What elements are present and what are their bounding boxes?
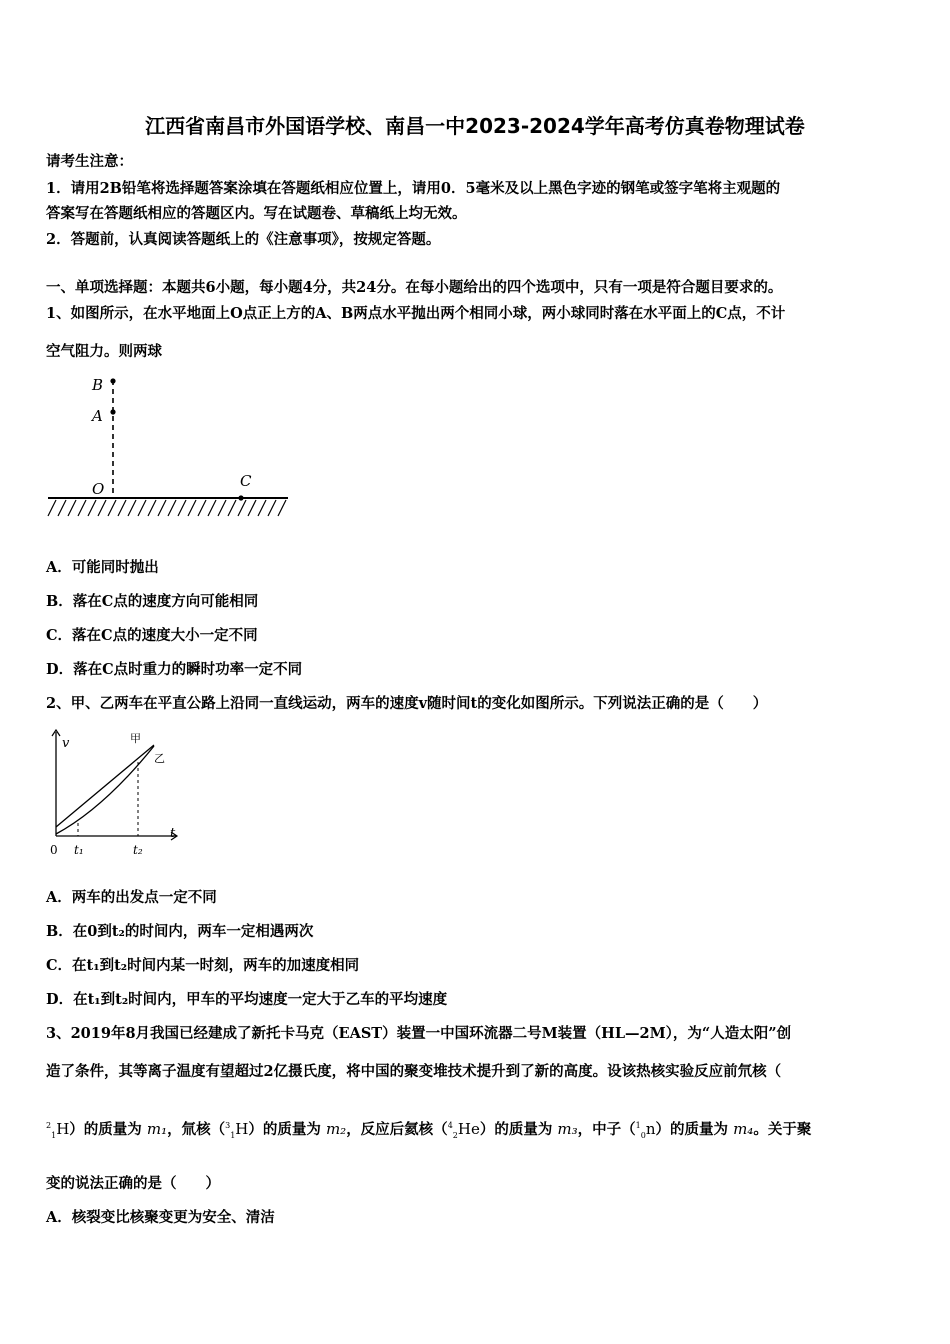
q1-option-a: A．可能同时抛出 (46, 559, 159, 576)
mass-m3: m₃ (557, 1120, 578, 1138)
q2-option-d: D．在t₁到t₂时间内，甲车的平均速度一定大于乙车的平均速度 (46, 991, 448, 1008)
q3-stem-line-1: 3、2019年8月我国已经建成了新托卡马克（EAST）装置一中国环流器二号M装置（HL—2M），为“人造太阳”创 (46, 1025, 792, 1042)
t1-label: t₁ (74, 843, 84, 857)
q2-stem: 2、甲、乙两车在平直公路上沿同一直线运动，两车的速度v随时间t的变化如图所示。下列说法正确的是（ ） (46, 695, 768, 712)
q3-stem-line-2: 造了条件，其等离子温度有望超过2亿摄氏度，将中国的聚变堆技术提升到了新的高度。设该热核实验反应前氘核（ (46, 1063, 782, 1080)
jia-label: 甲 (130, 732, 141, 745)
section-heading: 一、单项选择题：本题共6小题，每小题4分，共24分。在每小题给出的四个选项中，只有一项是符合题目要求的。 (46, 279, 783, 296)
origin-label: 0 (50, 843, 58, 857)
q1-figure (44, 370, 294, 520)
q2-option-b: B．在0到t₂的时间内，两车一定相遇两次 (46, 923, 314, 940)
t-axis-label: t (170, 826, 176, 841)
t2-label: t₂ (133, 843, 143, 857)
yi-line (56, 745, 154, 827)
tritium-symbol: $^3_1$H (225, 1120, 249, 1140)
label-o: O (92, 480, 105, 498)
yi-label: 乙 (154, 752, 165, 765)
q3-stem-line-3: $^2_1$H）的质量为 m₁，氚核（$^3_1$H）的质量为 m₂，反应后氦核（$^4_2$He）的质量为 m₃，中子（$^1_0$n）的质量为 m₄。关于聚 (46, 1120, 812, 1140)
label-c: C (240, 472, 252, 490)
q1-option-d: D．落在C点时重力的瞬时功率一定不同 (46, 661, 303, 678)
deuterium-symbol: $^2_1$H (46, 1120, 70, 1140)
q1-stem-line-1: 1、如图所示，在水平地面上O点正上方的A、B两点水平抛出两个相同小球，两小球同时落在水平面上的C点，不计 (46, 305, 786, 322)
jia-curve (56, 746, 154, 834)
neutron-symbol: $^1_0$n (635, 1120, 656, 1140)
notice-line-1: 1．请用2B铅笔将选择题答案涂填在答题纸相应位置上，请用0．5毫米及以上黑色字迹的钢笔或签字笔将主观题的 (46, 180, 781, 197)
page-title: 江西省南昌市外国语学校、南昌一中2023-2024学年高考仿真卷物理试卷 (145, 114, 805, 138)
mass-m2: m₂ (325, 1120, 347, 1138)
notice-line-1b: 答案写在答题纸相应的答题区内。写在试题卷、草稿纸上均无效。 (46, 205, 467, 222)
q2-option-a: A．两车的出发点一定不同 (46, 889, 217, 906)
ground-hatching (48, 500, 286, 516)
mass-m1: m₁ (146, 1120, 168, 1138)
helium-symbol: $^4_2$He (447, 1120, 480, 1140)
notice-heading: 请考生注意： (46, 153, 133, 170)
q3-stem-line-4: 变的说法正确的是（ ） (46, 1175, 220, 1192)
v-axis-label: v (62, 736, 70, 751)
notice-line-2: 2．答题前，认真阅读答题纸上的《注意事项》，按规定答题。 (46, 231, 441, 248)
q3-option-a: A．核裂变比核聚变更为安全、清洁 (46, 1209, 275, 1226)
mass-m4: m₄ (733, 1120, 754, 1138)
q1-option-c: C．落在C点的速度大小一定不同 (46, 627, 258, 644)
q1-option-b: B．落在C点的速度方向可能相同 (46, 593, 259, 610)
q2-option-c: C．在t₁到t₂时间内某一时刻，两车的加速度相同 (46, 957, 360, 974)
label-a: A (92, 407, 103, 425)
label-b: B (92, 376, 104, 394)
q2-vt-graph (44, 726, 194, 860)
q1-stem-line-2: 空气阻力。则两球 (46, 343, 162, 360)
